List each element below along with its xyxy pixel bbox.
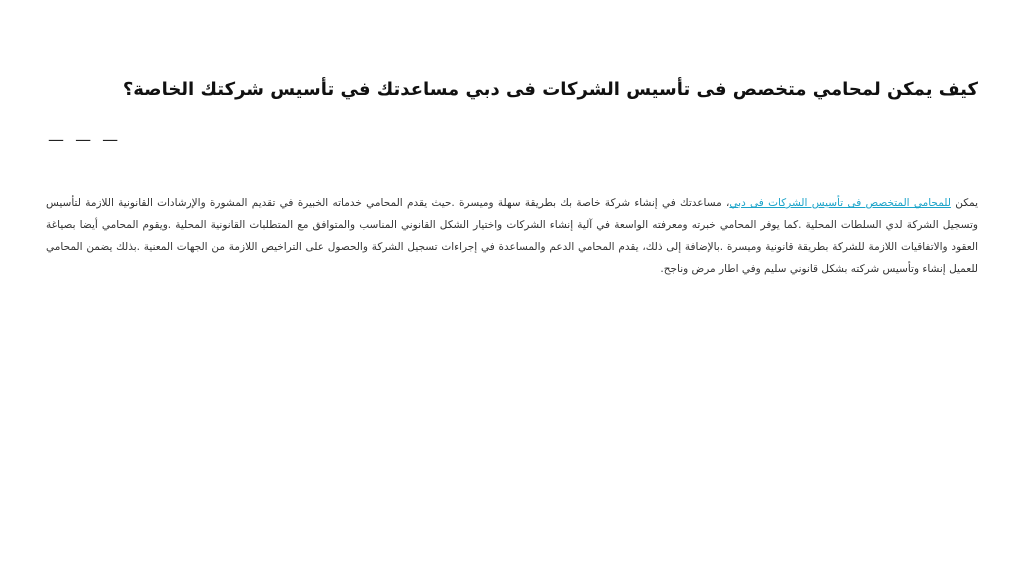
body-paragraph xyxy=(46,192,978,280)
paragraph-lead: يمكن xyxy=(950,197,979,209)
title-divider: — — — xyxy=(48,130,122,149)
page-title: كيف يمكن لمحامي متخصص فى تأسيس الشركات فى دبي مساعدتك في تأسيس شركتك الخاصة؟ xyxy=(122,79,978,100)
paragraph-rest: ، مساعدتك في إنشاء شركة خاصة بك بطريقة سهلة وميسرة .حيث يقدم المحامي خدماته الخبيرة في تقديم المشورة والإرشادات القانونية اللازمة لتأسيس وتسجيل الشركة لدي السلطات المحلية .كما يوفر المحامي خبرته ومعرفته الواسعة في آلية إنشاء الشركات واختيار الشكل القانوني المناسب والمتوافق مع المتطلبات القانونية المحلية .ويقوم المحامي أيضا بصياغة العقود والاتفاقيات اللازمة للشركة بطريقة قانونية وميسرة .بالإضافة إلى ذلك، يقدم المحامي الدعم والمساعدة في إجراءات تسجيل الشركة والحصول على التراخيص اللازمة من الجهات المعنية .بذلك يضمن المحامي للعميل إنشاء وتأسيس شركته بشكل قانوني سليم وفي اطار مرض وناجح. xyxy=(46,197,978,275)
company-formation-lawyer-link[interactable]: للمحامي المتخصص فى تأسيس الشركات فى دبي xyxy=(729,197,951,209)
